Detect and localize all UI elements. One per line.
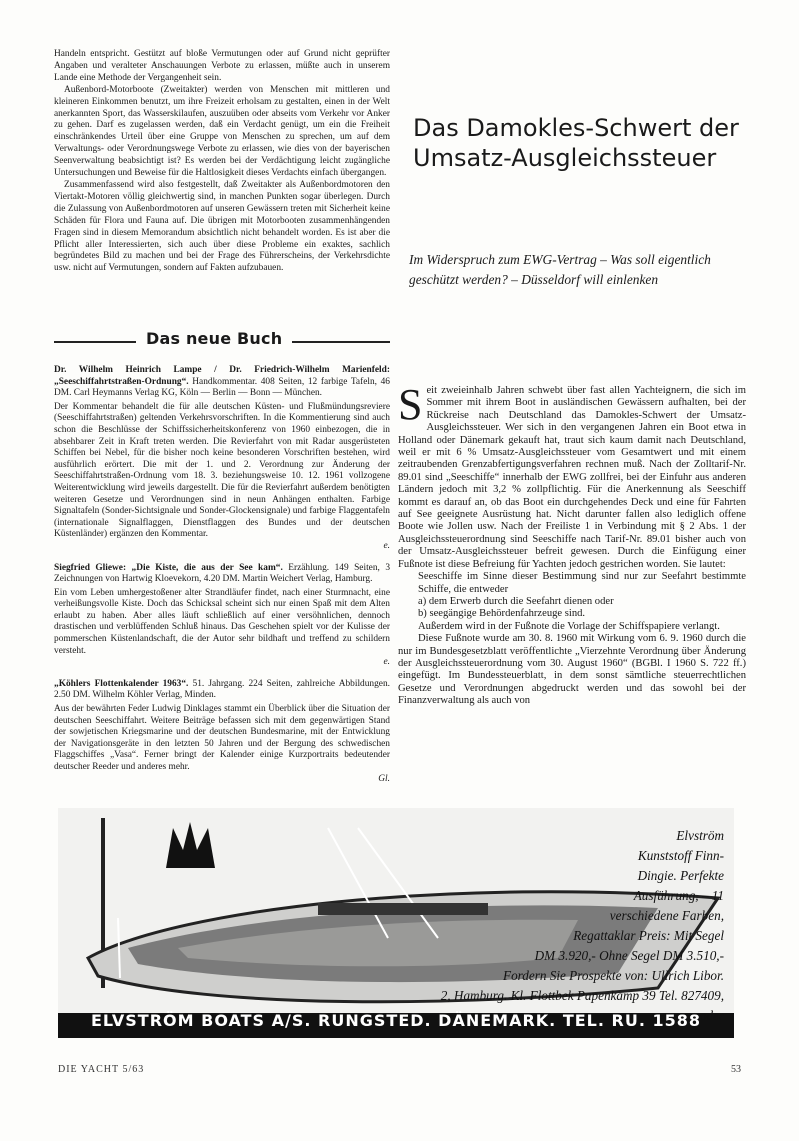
- book-entry-head: [54, 679, 390, 702]
- book-entry-title: Siegfried Gliewe: „Die Kiste, die aus der See kam“.: [54, 562, 283, 573]
- article-text: eit zweieinhalb Jahren schwebt über fast allen Yachteignern, die sich im Sommer mit ihrem Boot in ausländischen Gewässern aufhalten, bei der Rückreise nach Deutschland das Damokles-Schwert der Umsatz-Ausgleichssteuer. Wer sich in den vergangenen Jahren ein Boot etwa in Holland oder Dänemark gekauft hat, traut sich kaum damit nach Deutschland, weil er mit 6 % Umsatz-Ausgleichssteuer vom Gesamtwert und mit einem zeitraubenden Grenzabfertigungsverfahren rechnen muß. Nach der Zolltarif-Nr. 89.01 sind „Seeschiffe“ innerhalb der EWG zollfrei, bei der Einfuhr aus anderen Ländern jedoch mit 3,2 % zollpflichtig. Für die Anerkennung als Seeschiff kommt es darauf an, ob das Boot ein durchgehendes Deck und eine für Fahrten auf See geeignete Ausrüstung hat. Nicht darunter fallen also lediglich offene Boote wie Jollen usw. Nach der Freiliste 1 in Verbindung mit § 2 Abs. 1 der Ausgleichssteuerordnung sind Seeschiffe nach Tarif-Nr. 89.01 bisher auch von der Umsatz-Ausgleichssteuer befreit gewesen. Durch die Einfügung einer Fußnote ist diese Befreiung für Yachten jedoch gestrichen worden. Sie lautet:: [398, 385, 746, 570]
- book-entry-head: [54, 365, 390, 400]
- advertisement: [58, 808, 734, 1038]
- book-entry: [54, 679, 390, 785]
- book-entry: [54, 365, 390, 553]
- ad-line: Elvström: [676, 828, 724, 843]
- book-entry-signature: e.: [383, 657, 390, 668]
- page-number: 53: [731, 1064, 741, 1075]
- article-body: [398, 380, 746, 708]
- ad-line: Fordern Sie Prospekte von: Ullrich Libor.: [503, 968, 724, 983]
- ad-line: 2, Hamburg. Kl. Flottbek Papenkamp 39 Tel. 827409, oder: [440, 988, 724, 1023]
- book-entry: [54, 563, 390, 669]
- ad-footer: ELVSTRÖM BOATS A/S. RUNGSTED. DÄNEMARK. TEL. RU. 1588: [90, 1011, 702, 1030]
- book-entry-body: Der Kommentar behandelt die für alle deutschen Küsten- und Flußmündungsreviere (Seeschiffahrtstraßen) geltenden Verkehrsvorschriften. In die Kommentierung sind auch schon die Beschlüsse der Schiffssicherheitskonferenz von 1960 einbezogen, die in absehbarer Zeit in Kraft treten werden. Die Revierfahrt von mit Radar ausgerüsteten Schiffen bei Nebel, für die bisher noch keine besonderen Vorschriften bestehen, wird ausführlich erörtert. Die mit der 1. und 2. Verordnung zur Änderung der Seeschiffahrtstraßen-Ordnung vom 18. 3. beziehungsweise 10. 12. 1961 vollzogene Weiterentwicklung wird jeweils dargestellt. Die für die Revierfahrt außerdem benötigten weiteren Gesetze und Verordnungen sind in neun Anhängen enthalten. Farbige Signaltafeln (Sonder-Sichtsignale und Sonder-Glockensignale) und farbige Flaggentafeln (internationale Signalflaggen, Dienstflaggen des Bundes und der deutschen Küstenländer) ergänzen den Kommentar.: [54, 401, 390, 540]
- intro-paragraph: Außenbord-Motorboote (Zweitakter) werden von Menschen mit mittleren und kleineren Einkommen benutzt, um ihre Freizeit erholsam zu gestalten, einen in der Welt anerkannten Sport, das Wasserskilaufen, auszuüben oder abseits vom Verkehr vor Anker zu gehen. Darf es zugelassen werden, daß ein Verdacht genügt, um ein die Freiheit einschränkendes Urteil über eine Gruppe von Menschen zu sprechen, um auf dem Verwaltungs- oder Verordnungswege Verbote zu erlassen, wie dies von der bayerischen Seenverwaltung beabsichtigt ist? Es werden bei der Verdächtigung leicht zugängliche Untersuchungen und Beweise für die Haltlosigkeit dieses Verdachts einfach übergangen.: [54, 84, 390, 179]
- crown-icon: [166, 822, 215, 868]
- book-entry-title: Dr. Wilhelm Heinrich Lampe / Dr. Friedrich-Wilhelm Marienfeld: „Seeschiffahrtstraßen-Ordnung“.: [54, 365, 390, 387]
- article-quote-end: Außerdem wird in der Fußnote die Vorlage der Schiffspapiere verlangt.: [418, 620, 720, 632]
- book-section-title: Das neue Buch: [136, 329, 292, 348]
- intro-paragraph: Zusammenfassend wird also festgestellt, daß Zweitakter als Außenbordmotoren den Viertakt-Motoren völlig gleichwertig sind, in manchen Punkten sogar überlegen. Durch die Zulassung von Außenbordmotoren auf unseren Gewässern treten mit Sicherheit keine Schäden für Flora und Fauna auf. Die übrigen mit Motorbooten zusammenhängenden Fragen sind in diesem Memorandum absichtlich nicht behandelt worden. Es ist aber die Pflicht aller Interessierten, sich auch über diese Probleme ein exaktes, sachlich begründetes Bild zu machen und bei der Frage des Führerscheins, der Verkehrsdichte usw. nicht auf Vermutungen, sondern auf Fakten aufzubauen.: [54, 179, 390, 274]
- article-title: Das Damokles-Schwert der Umsatz-Ausgleichssteuer: [413, 114, 739, 172]
- book-entry-title: „Köhlers Flottenkalender 1963“.: [54, 678, 189, 689]
- article-subtitle: Im Widerspruch zum EWG-Vertrag – Was soll eigentlich geschützt werden? – Düsseldorf will einlenken: [409, 252, 711, 287]
- article-paragraph: [398, 380, 746, 571]
- ad-line: DM 3.920,- Ohne Segel DM 3.510,-: [534, 948, 724, 963]
- book-entry-head: [54, 563, 390, 586]
- ad-line: Ausführung, – 11: [633, 888, 724, 903]
- left-column-intro: [54, 49, 390, 275]
- intro-paragraph: Handeln entspricht. Gestützt auf bloße Vermutungen oder auf Grund nicht geprüfter Angaben und veralteter Anschauungen Verbote zu erlassen, müßte auch in unserem Lande eine Methode der Vergangenheit sein.: [54, 49, 390, 83]
- book-section-header: [54, 323, 390, 363]
- article-quote-a: a) dem Erwerb durch die Seefahrt dienen oder: [418, 595, 614, 607]
- book-entry-details: Erzählung. 149 Seiten, 3 Zeichnungen von Hartwig Kloevekorn, 4.20 DM. Martin Weichert Verlag, Hamburg.: [54, 562, 391, 585]
- book-entry-body: Ein vom Leben umhergestoßener alter Strandläufer findet, nach einer Sturmnacht, eine verheißungsvolle Kiste. Doch das Schicksal scheint sich nur einen Spaß mit dem Alten erlaubt zu haben. Aber alles läuft schließlich auf einer versöhnlichen, dennoch drastischen und verblüffenden Schluß hinaus. Das Geschehen spielt vor der Kulisse der pommerschen Küstenlandschaft, die der Autor sehr bildhaft und treffend zu schildern versteht.: [54, 587, 390, 656]
- page-footer-left: DIE YACHT 5/63: [58, 1064, 145, 1075]
- article-paragraph: Diese Fußnote wurde am 30. 8. 1960 mit Wirkung vom 6. 9. 1960 durch die nur im Bundesgesetzblatt veröffentlichte „Vierzehnte Verordnung über Änderung der Ausgleichssteuerordnung vom 30. August 1960“ (BGBl. I 1960 S. 722 ff.) eingefügt. Im Bundessteuerblatt, in dem sonst sämtliche steuerrechtlichen Gesetze und Verordnungen abgedruckt werden und das sowohl bei der Finanzverwaltung als auch von: [398, 633, 746, 707]
- article-quote-b: b) seegängige Behördenfahrzeuge sind.: [418, 608, 586, 620]
- book-reviews: [54, 365, 390, 795]
- article-dropcap: S: [398, 380, 423, 429]
- article-quote-intro: Seeschiffe im Sinne dieser Bestimmung sind nur zur Seefahrt bestimmte Schiffe, die entweder: [418, 571, 746, 595]
- ad-copy: [424, 826, 724, 1026]
- book-entry-details: 51. Jahrgang. 224 Seiten, zahlreiche Abbildungen. 2.50 DM. Wilhelm Köhler Verlag, Minden.: [54, 678, 390, 701]
- ad-line: Kunststoff Finn-: [637, 848, 724, 863]
- ad-line: Dingie. Perfekte: [637, 868, 724, 883]
- book-entry-details: Handkommentar. 408 Seiten, 12 farbige Tafeln, 46 DM. Carl Heymanns Verlag KG, Köln — Berlin — Bonn — München.: [54, 376, 390, 399]
- book-entry-signature: e.: [383, 540, 390, 551]
- book-entry-signature: Gl.: [378, 773, 390, 784]
- ad-line: Regattaklar Preis: Mit Segel: [573, 928, 724, 943]
- ad-line: verschiedene Farben,: [609, 908, 724, 923]
- book-entry-body: Aus der bewährten Feder Ludwig Dinklages stammt ein Überblick über die Situation der deutschen Seeschiffahrt. Weitere Beiträge befassen sich mit dem gegenwärtigen Stand der sowjetischen Kriegsmarine und der deutschen Bundesmarine, mit der Entwicklung der Navigationsgeräte in den letzten 50 Jahren und der Bergung des schwedischen Flaggschiffes „Vasa“. Ferner bringt der Kalender einige Kurzportraits bedeutender deutscher Reeder und anderes mehr.: [54, 704, 390, 772]
